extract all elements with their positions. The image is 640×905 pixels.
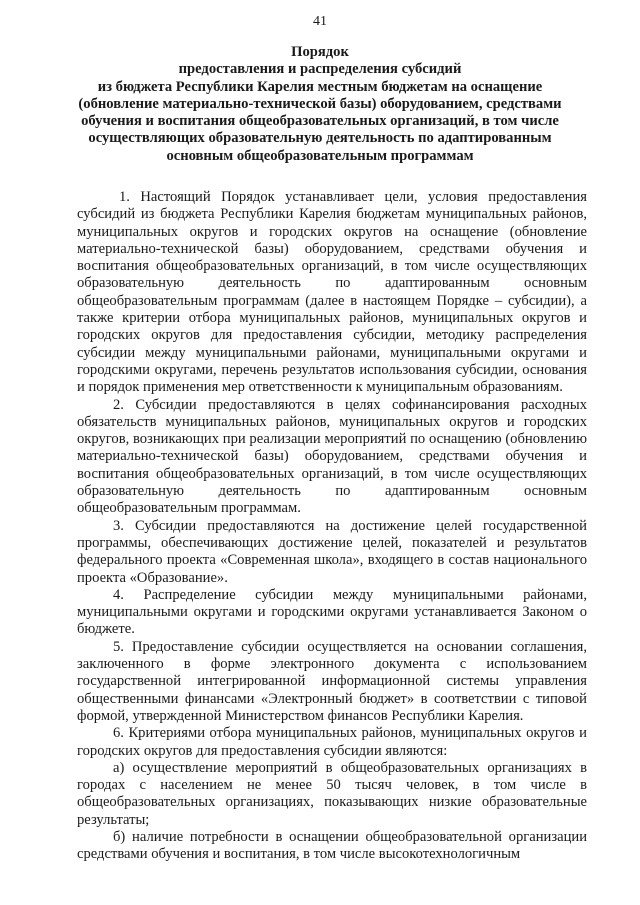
page-number: 41 [313,14,327,29]
paragraph-6: 6. Критериями отбора муниципальных районов, муниципальных округов и городских округов для предоставления субсидии являются: [77,725,587,759]
title-line: обучения и воспитания общеобразовательных организаций, в том числе [81,113,559,130]
title-line: из бюджета Республики Карелия местным бюджетам на оснащение [97,78,543,95]
paragraph-6b: б) наличие потребности в оснащении общеобразовательной организации средствами обучения и воспитания, в том числе высокотехнологичным [77,828,587,863]
document-title [70,44,570,165]
title-line: предоставления и распределения субсидий [178,61,462,78]
title-line: осуществляющих образовательную деятельность по адаптированным [88,130,552,147]
paragraph-2: 2. Субсидии предоставляются в целях софинансирования расходных обязательств муниципальных районов, муниципальных округов и городских округов, возникающих при реализации мероприятий по оснащению (обновлению материально-технической базы) оборудованием, средствами обучения и воспитания общеобразовательных организаций, в том числе осуществляющих образовательную деятельность по адаптированным основным общеобразовательным программам. [77,396,587,517]
title-line: основным общеобразовательным программам [166,147,474,164]
paragraph-6a: а) осуществление мероприятий в общеобразовательных организациях в городах с населением не менее 50 тысяч человек, в том числе в общеобразовательных организациях, показывающих низкие образовательные результаты; [77,759,587,828]
paragraph-3: 3. Субсидии предоставляются на достижение целей государственной программы, обеспечивающих достижение целей, показателей и результатов федерального проекта «Современная школа», входящего в состав национального проекта «Образование». [77,517,587,586]
paragraph-1: 1. Настоящий Порядок устанавливает цели, условия предоставления субсидий из бюджета Республики Карелия бюджетам муниципальных районов, муниципальных округов и городских округов на оснащение (обновление материально-технической базы) оборудованием, средствами обучения и воспитания общеобразовательных организаций, в том числе осуществляющих образовательную деятельность по адаптированным основным общеобразовательным программам (далее в настоящем Порядке – субсидии), а также критерии отбора муниципальных районов, муниципальных округов и городских округов для предоставления субсидии, методику распределения субсидии между муниципальными районами, муниципальными округами и городскими округами, перечень результатов использования субсидии, основания и порядок применения мер ответственности к муниципальным образованиям. [77,189,587,396]
title-line: Порядок [291,44,349,60]
title-line: (обновление материально-технической базы) оборудованием, средствами [78,95,562,112]
document-body [77,189,587,864]
paragraph-5: 5. Предоставление субсидии осуществляется на основании соглашения, заключенного в форме электронного документа с использованием государственной интегрированной информационной системы управления общественными финансами «Электронный бюджет» в соответствии с типовой формой, утвержденной Министерством финансов Республики Карелия. [77,638,587,724]
paragraph-4: 4. Распределение субсидии между муниципальными районами, муниципальными округами и городскими округами устанавливается Законом о бюджете. [77,586,587,638]
